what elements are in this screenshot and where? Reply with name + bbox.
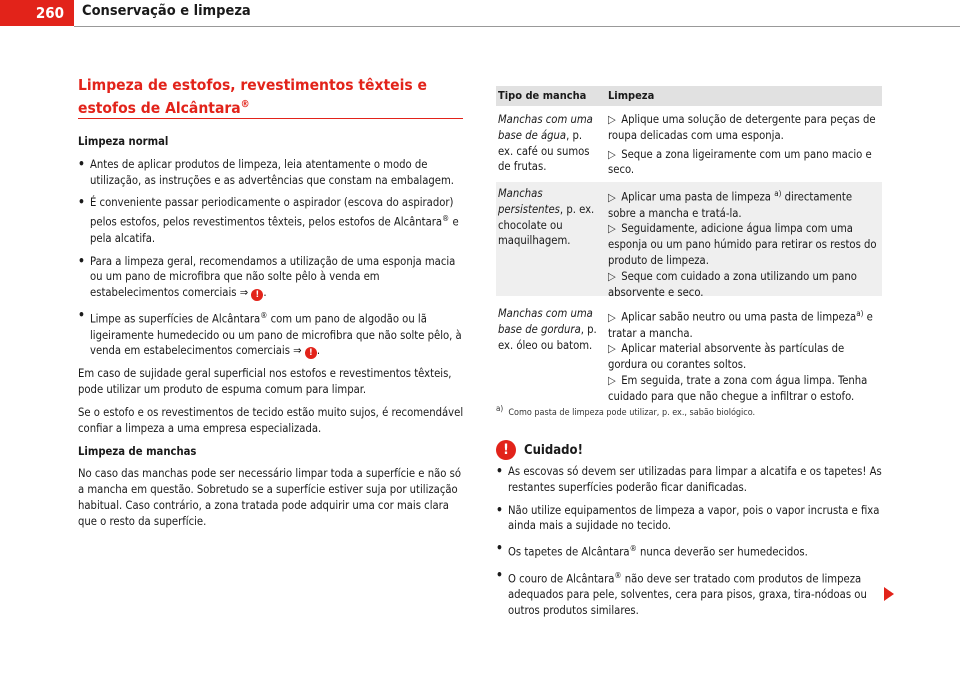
column-header-stain-type: Tipo de mancha <box>498 89 587 103</box>
caution-heading <box>496 440 583 460</box>
table-row <box>496 182 882 299</box>
arrow-icon: ▷ <box>608 342 616 356</box>
bullet-item: • Antes de aplicar produtos de limpeza, leia atentamente o modo de utilização, as instruções e as advertências que constam na embalagem. <box>78 156 454 187</box>
caution-list <box>496 464 884 626</box>
title-rule <box>78 118 463 119</box>
caution-item: • O couro de Alcântara® não deve ser tratado com produtos de limpeza adequados para pele, solventes, cera para pisos, graxa, tira-nódoas ou outros produtos similares. <box>496 567 867 618</box>
caution-icon: ! <box>305 347 317 359</box>
table-footnote: $^{a)}$ Como pasta de limpeza pode utilizar, p. ex., sabão biológico. <box>496 404 756 418</box>
cleaning-cell: ▷ Aplique uma solução de detergente para peças de roupa delicadas com uma esponja. ▷ Seque a zona ligeiramente com um pano macio e seco. <box>608 113 876 177</box>
caution-icon: ! <box>496 440 516 460</box>
table-row <box>496 302 882 404</box>
bullet-item: • Limpe as superfícies de Alcântara® com um pano de algodão ou lã ligeiramente humedecido ou um pano de microfibra que não solte pêlo, à venda em estabelecimentos comerciais ⇒ ! . <box>78 308 462 359</box>
caution-item: • Os tapetes de Alcântara® nunca deverão ser humedecidos. <box>496 541 808 559</box>
stain-type-cell: Manchas com uma base de gordura, p. ex. óleo ou batom. <box>498 307 597 352</box>
arrow-icon: ▷ <box>608 113 616 126</box>
stain-table <box>496 86 882 404</box>
page-number: 260 <box>0 0 74 26</box>
table-row <box>496 108 882 178</box>
stain-cleaning-heading: Limpeza de manchas <box>78 444 197 458</box>
arrow-icon: ▷ <box>608 147 616 161</box>
left-column <box>78 134 464 537</box>
arrow-icon: ▷ <box>608 373 616 387</box>
arrow-icon: ▷ <box>608 310 616 324</box>
section-title: Conservação e limpeza <box>82 3 251 19</box>
article-title: Limpeza de estofos, revestimentos têxteis e estofos de Alcântara® <box>78 76 428 118</box>
caution-item: • Não utilize equipamentos de limpeza a vapor, pois o vapor incrusta e fixa ainda mais a sujidade no tecido. <box>496 502 880 533</box>
paragraph: No caso das manchas pode ser necessário limpar toda a superfície e não só a mancha em questão. Sobretudo se a superfície estiver suja por utilização habitual. Caso contrário, a zona tratada pode adquirir uma cor mais clara que o resto da superfície. <box>78 467 461 528</box>
cleaning-cell: ▷ Aplicar sabão neutro ou uma pasta de limpeza$^{a)}$ e tratar a mancha. ▷ Aplicar material absorvente às partículas de gordura ou corantes soltos. ▷ Em seguida, trate a zona com água limpa. Tenha cuidado para que não chegue a infiltrar o estofo. <box>608 309 873 403</box>
normal-cleaning-heading: Limpeza normal <box>78 135 169 148</box>
caution-item: • As escovas só devem ser utilizadas para limpar a alcatifa e os tapetes! As restantes superfícies poderão ficar danificadas. <box>496 464 882 494</box>
paragraph: Se o estofo e os revestimentos de tecido estão muito sujos, é recomendável confiar a limpeza a uma empresa especializada. <box>78 406 464 435</box>
next-page-arrow-icon[interactable] <box>884 587 894 601</box>
bullet-item: • É conveniente passar periodicamente o aspirador (escova do aspirador) pelos estofos, pelos revestimentos têxteis, pelos estofos de Alcântara® e pela alcatifa. <box>78 195 459 245</box>
arrow-icon: ▷ <box>608 269 616 283</box>
page-header <box>0 0 960 26</box>
cleaning-cell: ▷ Aplicar uma pasta de limpeza $^{a)}$ directamente sobre a mancha e tratá-la. ▷ Seguidamente, adicione água limpa com uma esponja ou um pano húmido para retirar os restos do produto de limpeza. ▷ Seque com cuidado a zona utilizando um pano absorvente e seco. <box>608 189 877 299</box>
stain-type-cell: Manchas persistentes, p. ex. chocolate ou maquilhagem. <box>498 187 595 248</box>
arrow-icon: ▷ <box>608 190 616 204</box>
bullet-item: • Para a limpeza geral, recomendamos a utilização de uma esponja macia ou um pano de microfibra que não solte pêlo à venda em estabelecimentos comerciais ⇒ ! . <box>78 253 456 301</box>
column-header-cleaning: Limpeza <box>608 89 655 103</box>
paragraph: Em caso de sujidade geral superficial nos estofos e revestimentos têxteis, pode utilizar um produto de espuma comum para limpar. <box>78 367 452 397</box>
caution-title: Cuidado! <box>524 442 583 458</box>
caution-icon: ! <box>251 289 263 301</box>
arrow-icon: ▷ <box>608 222 616 236</box>
table-header <box>496 86 882 106</box>
stain-type-cell: Manchas com uma base de água, p. ex. café ou sumos de frutas. <box>498 113 593 174</box>
header-rule <box>74 26 960 27</box>
